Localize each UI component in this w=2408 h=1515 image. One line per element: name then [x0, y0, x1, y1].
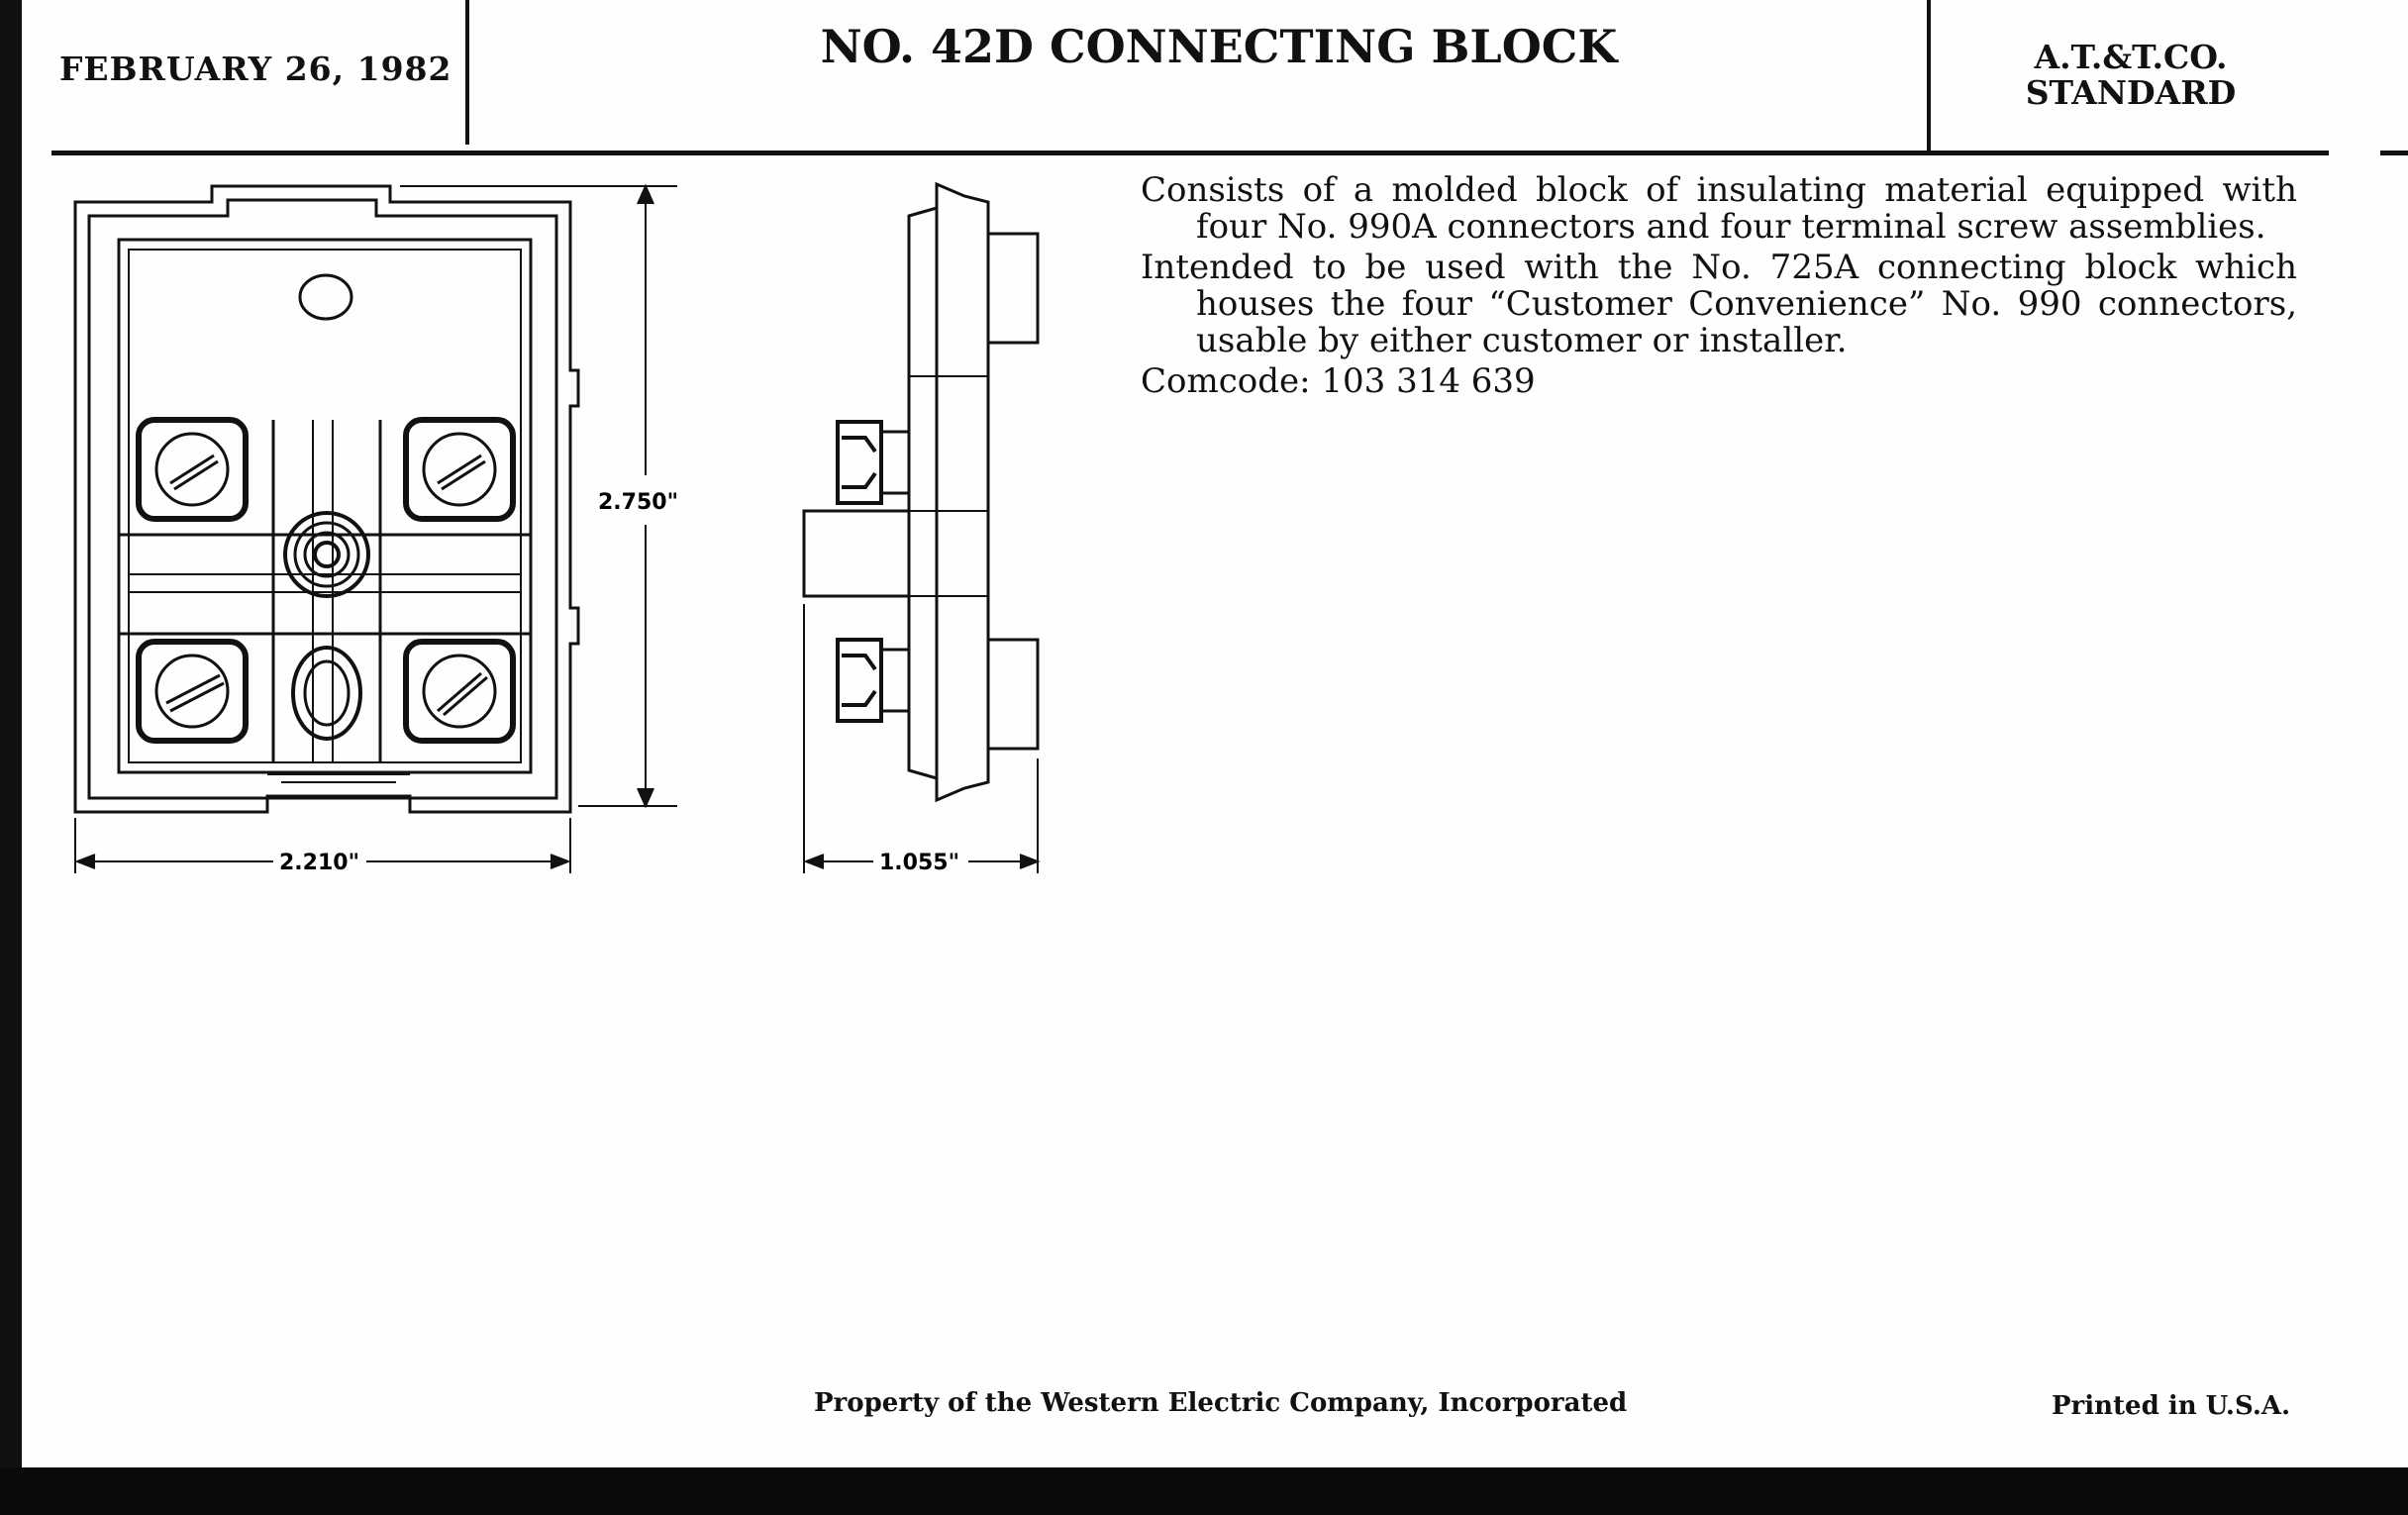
technical-drawing — [44, 168, 1063, 881]
standard-line-2: STANDARD — [2025, 73, 2237, 112]
description — [1141, 172, 2297, 404]
depth-label: 1.055" — [879, 851, 960, 875]
page-title: NO. 42D CONNECTING BLOCK — [820, 20, 1618, 73]
header-rule — [51, 151, 2329, 155]
height-label: 2.750" — [598, 490, 679, 515]
side-view — [804, 184, 1038, 800]
header-divider-right — [1927, 0, 1931, 151]
front-view — [75, 186, 578, 812]
scan-bottom-edge — [0, 1467, 2408, 1515]
scan-left-edge — [0, 0, 22, 1467]
connector — [838, 422, 909, 503]
terminal-screw — [139, 642, 246, 741]
issue-date: FEBRUARY 26, 1982 — [59, 50, 452, 88]
description-paragraph-1: Consists of a molded block of insulating material equipped with four No. 990A connectors and four terminal screw assemblies. — [1141, 170, 2297, 247]
standard-mark — [1953, 40, 2309, 111]
description-paragraph-2: Intended to be used with the No. 725A connecting block which houses the four “Customer Convenience” No. 990 connectors, usable by either customer or installer. — [1141, 248, 2297, 360]
header-divider-left — [465, 0, 469, 145]
comcode: Comcode: 103 314 639 — [1141, 361, 1536, 401]
printed-notice: Printed in U.S.A. — [2052, 1391, 2291, 1421]
width-label: 2.210" — [279, 851, 360, 875]
property-notice: Property of the Western Electric Company, Incorporated — [814, 1388, 1628, 1418]
terminal-screw — [406, 642, 513, 741]
connector — [838, 640, 909, 721]
terminal-screw — [406, 420, 513, 519]
terminal-screw — [139, 420, 246, 519]
standard-line-1: A.T.&T.CO. — [2034, 38, 2228, 76]
catalog-sheet — [22, 0, 2408, 1467]
header-rule-tick — [2380, 151, 2408, 155]
